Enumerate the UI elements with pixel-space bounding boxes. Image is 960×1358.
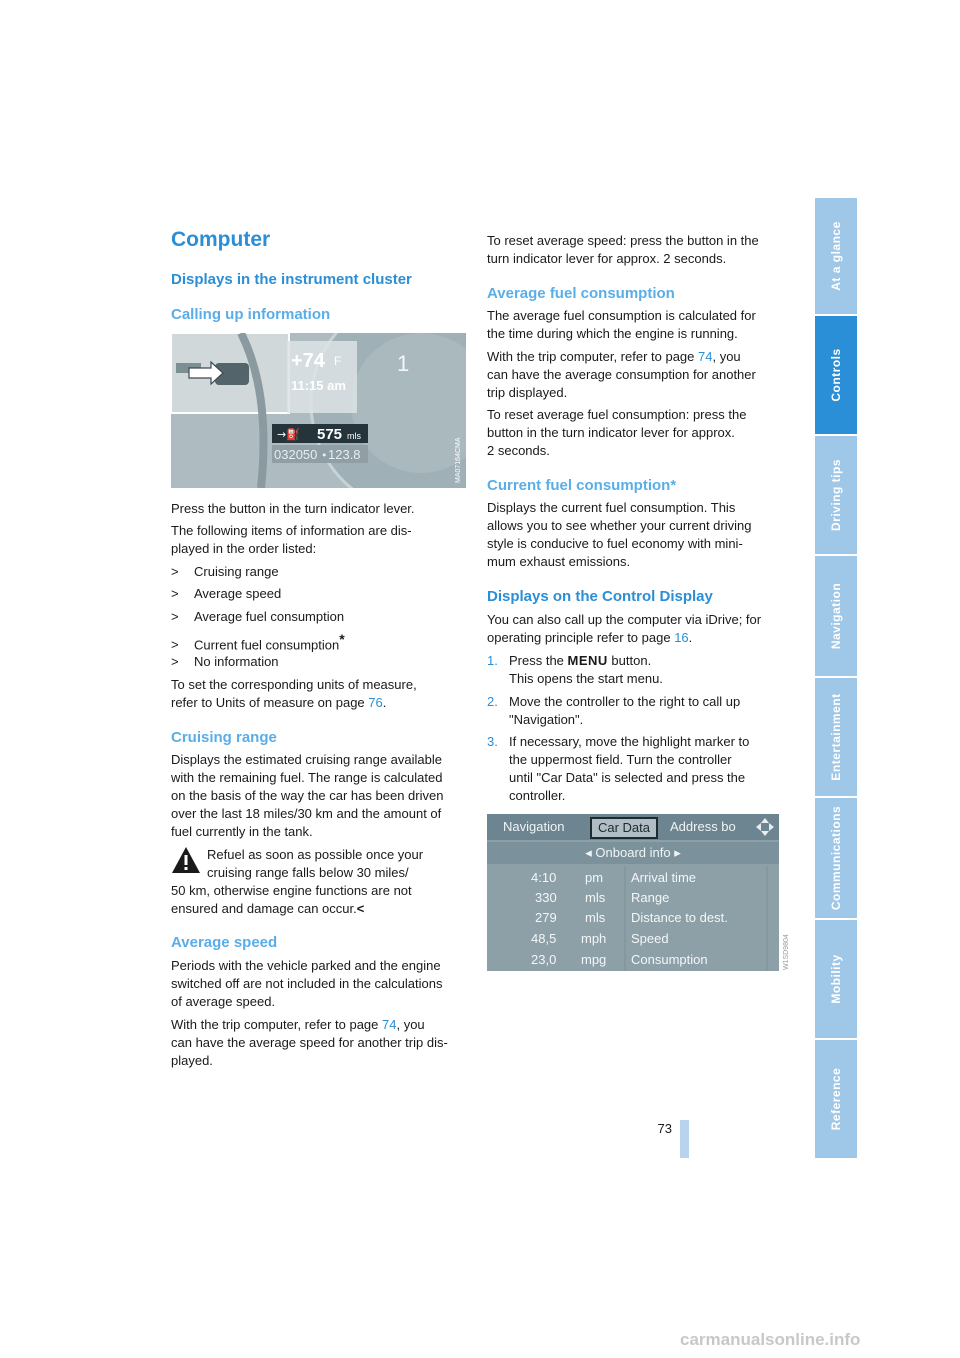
tab-mobility[interactable]: Mobility — [815, 920, 857, 1040]
current-line: style is conducive to fuel economy with mini- — [487, 536, 743, 551]
heading-calling: Calling up information — [171, 306, 331, 323]
step-3-line-4: controller. — [509, 788, 566, 803]
reset-speed-line-1: To reset average speed: press the button in the — [487, 233, 759, 248]
fig2-code: W1SD9804 — [783, 934, 790, 970]
list-item: > No information — [171, 654, 279, 669]
reset-speed-line-2: turn indicator lever for approx. 2 seconds. — [487, 251, 727, 266]
list-item: > Cruising range — [171, 564, 279, 579]
cruising-line: on the basis of the way the car has been driven — [171, 788, 444, 803]
fuel-pump-icon: →⛽ — [277, 428, 300, 441]
heading-average-speed: Average speed — [171, 934, 278, 951]
press-text: Press the button in the turn indicator lever. — [171, 501, 415, 516]
table-row: 23,0 mpg Consumption — [531, 952, 708, 967]
units-line-2: refer to Units of measure on page 76. — [171, 695, 387, 710]
heading-cluster: Displays in the instrument cluster — [171, 271, 412, 288]
cruising-line: Displays the estimated cruising range available — [171, 752, 442, 767]
trip-fuel-line-1: With the trip computer, refer to page 74, you — [487, 349, 741, 364]
current-line: Displays the current fuel consumption. This — [487, 500, 736, 515]
heading-control-display: Displays on the Control Display — [487, 588, 713, 605]
step-2-line-2: "Navigation". — [509, 712, 584, 727]
svg-text:•: • — [321, 449, 328, 462]
avg-speed-line: of average speed. — [171, 994, 276, 1009]
units-line-1: To set the corresponding units of measure, — [171, 677, 417, 692]
list-item: > Current fuel consumption* — [171, 631, 345, 653]
step-3-line-2: the uppermost field. Turn the controller — [509, 752, 732, 767]
table-row: 279 mls Distance to dest. — [535, 910, 728, 925]
tab-communications[interactable]: Communications — [815, 798, 857, 920]
trip-fuel-line-2: can have the average consumption for another — [487, 367, 756, 382]
page-link-16[interactable]: 16 — [674, 630, 689, 645]
page-link-74[interactable]: 74 — [698, 349, 713, 364]
onboard-info-header[interactable]: ◂ Onboard info ▸ — [487, 842, 779, 864]
end-mark: < — [356, 901, 365, 916]
controller-arrows-icon — [755, 817, 775, 837]
heading-cruising: Cruising range — [171, 729, 277, 746]
list-item: > Average fuel consumption — [171, 609, 345, 624]
avg-fuel-line-2: the time during which the engine is running. — [487, 326, 738, 341]
warning-icon — [171, 846, 201, 874]
row-dividers — [487, 866, 779, 971]
control-display-figure — [487, 814, 779, 971]
trip-fuel-line-3: trip displayed. — [487, 385, 568, 400]
step-1-line-1: 1. Press the MENU button. — [487, 653, 652, 668]
tab-controls[interactable]: Controls — [815, 316, 857, 436]
reset-fuel-line-1: To reset average fuel consumption: press the — [487, 407, 747, 422]
instrument-cluster-illustration — [171, 333, 466, 488]
following-line-2: played in the order listed: — [171, 541, 317, 556]
cruising-line: fuel currently in the tank. — [171, 824, 313, 839]
menu-button-glyph: MENU — [567, 653, 608, 668]
tab-navigation[interactable]: Navigation — [815, 556, 857, 678]
fig1-odo: 032050 — [274, 447, 318, 462]
step-2-line-1: 2. Move the controller to the right to call up — [487, 694, 741, 709]
instrument-cluster-figure — [171, 333, 466, 488]
watermark: carmanualsonline.info — [680, 1330, 861, 1349]
display-tab-car-data[interactable]: Car Data — [590, 817, 658, 839]
warning-tail-1: 50 km, otherwise engine functions are not — [171, 883, 412, 898]
trip-speed-line-2: can have the average speed for another trip dis- — [171, 1035, 448, 1050]
trip-speed-line-3: played. — [171, 1053, 213, 1068]
list-item: > Average speed — [171, 586, 282, 601]
trip-speed-line-1: With the trip computer, refer to page 74, you — [171, 1017, 425, 1032]
display-tab-address-book[interactable]: Address bo — [670, 819, 736, 834]
warning-line: cruising range falls below 30 miles/ — [207, 865, 409, 880]
tab-at-a-glance[interactable]: At a glance — [815, 198, 857, 316]
speed-mark: 1 — [397, 351, 410, 376]
current-line: allows you to see whether your current driving — [487, 518, 752, 533]
warning-line: Refuel as soon as possible once your — [207, 847, 424, 862]
chapter-sidebar — [815, 198, 857, 1160]
fig1-trip: 123.8 — [328, 447, 361, 462]
table-row: 330 mls Range — [535, 890, 670, 905]
display-tab-navigation[interactable]: Navigation — [503, 819, 565, 834]
following-line-1: The following items of information are dis- — [171, 523, 412, 538]
reset-fuel-line-2: button in the turn indicator lever for approx. — [487, 425, 735, 440]
avg-speed-line: Periods with the vehicle parked and the engine — [171, 958, 441, 973]
fig1-code: MA07164CMA — [455, 437, 462, 483]
fig1-time: 11:15 am — [291, 378, 346, 393]
tab-entertainment[interactable]: Entertainment — [815, 678, 857, 798]
current-line: mum exhaust emissions. — [487, 554, 631, 569]
page-link-76[interactable]: 76 — [368, 695, 383, 710]
avg-fuel-line-1: The average fuel consumption is calculated for — [487, 308, 756, 323]
cruising-line: over the last 18 miles/30 km and the amount of — [171, 806, 442, 821]
step-1-line-2: This opens the start menu. — [509, 671, 663, 686]
reset-fuel-line-3: 2 seconds. — [487, 443, 550, 458]
asterisk-mark: * — [339, 631, 345, 647]
table-row: 4:10 pm Arrival time — [531, 870, 697, 885]
fig1-temp: +74 — [291, 350, 325, 372]
step-3-line-1: 3. If necessary, move the highlight marker to — [487, 734, 750, 749]
cruising-line: with the remaining fuel. The range is calculated — [171, 770, 443, 785]
heading-average-fuel: Average fuel consumption — [487, 285, 675, 302]
fig1-range: 575 — [317, 426, 343, 443]
step-3-line-3: until "Car Data" is selected and press the — [509, 770, 746, 785]
fig1-temp-unit: F — [334, 354, 342, 368]
control-line-2: operating principle refer to page 16. — [487, 630, 693, 645]
page-title: Computer — [171, 228, 271, 251]
avg-speed-line: switched off are not included in the calculations — [171, 976, 443, 991]
control-line-1: You can also call up the computer via iDrive; for — [487, 612, 762, 627]
page-link-74[interactable]: 74 — [382, 1017, 397, 1032]
tab-reference[interactable]: Reference — [815, 1040, 857, 1160]
fig1-range-unit: mls — [347, 431, 361, 441]
page-marker — [680, 1120, 689, 1158]
table-row: 48,5 mph Speed — [531, 931, 669, 946]
tab-driving-tips[interactable]: Driving tips — [815, 436, 857, 556]
heading-current-fuel: Current fuel consumption* — [487, 477, 677, 494]
warning-tail-2: ensured and damage can occur.< — [171, 901, 365, 916]
page-number: 73 — [657, 1121, 672, 1136]
